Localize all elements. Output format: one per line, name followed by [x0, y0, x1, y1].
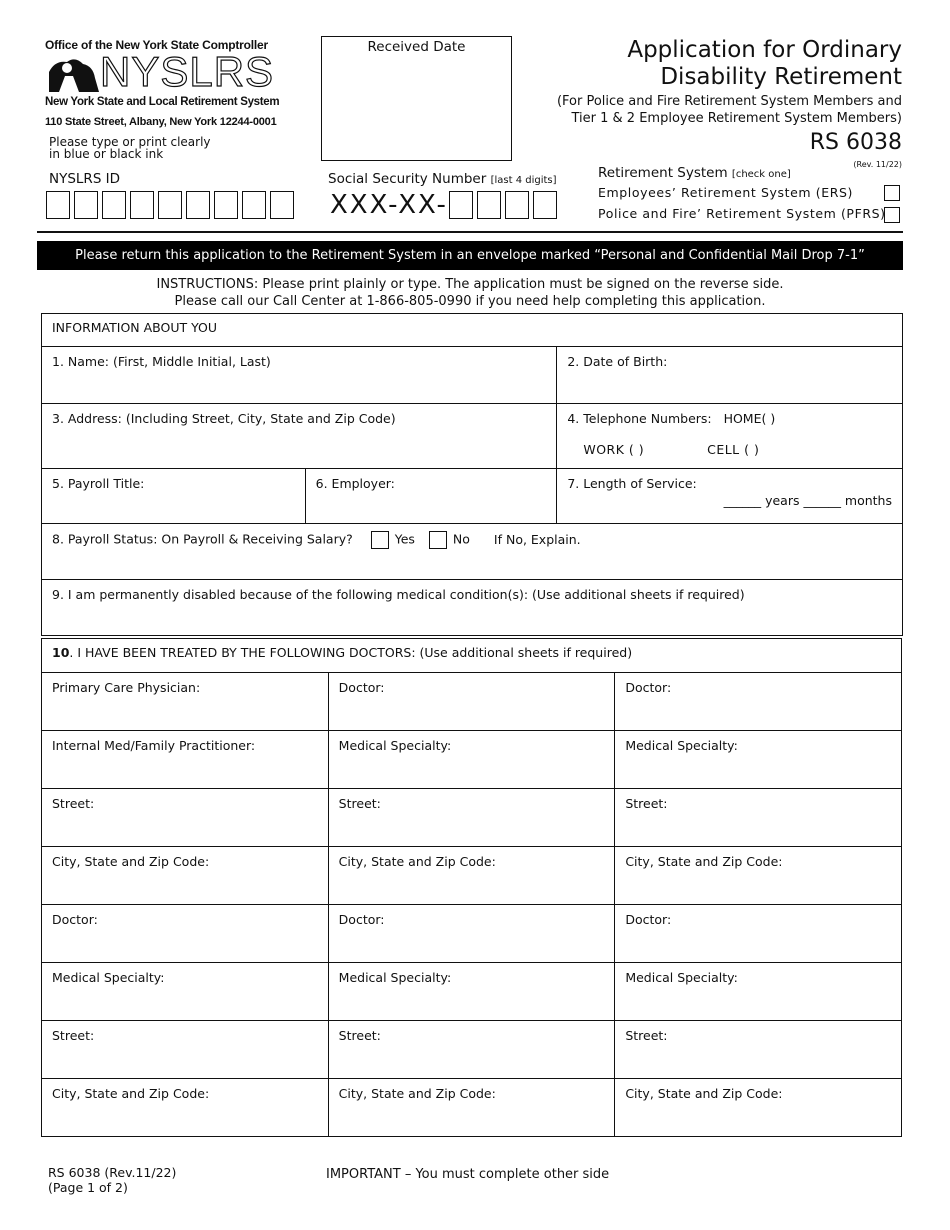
nyslrs-id-label: NYSLRS ID — [49, 171, 121, 187]
name-field[interactable] — [42, 347, 557, 404]
payroll-status-field: 8. Payroll Status: On Payroll & Receiving Salary? Yes No If No, Explain. — [42, 524, 903, 580]
doctor-cell[interactable]: Street: — [42, 1021, 329, 1079]
phone-field[interactable] — [557, 404, 903, 469]
doctor-cell[interactable]: City, State and Zip Code: — [328, 1079, 615, 1137]
doctor-cell[interactable]: Medical Specialty: — [615, 731, 902, 789]
doctor-cell[interactable]: Medical Specialty: — [42, 963, 329, 1021]
instructions-line-2: Please call our Call Center at 1-866-805-0990 if you need help completing this application. — [174, 294, 766, 309]
divider — [37, 231, 903, 233]
doctors-table — [41, 638, 902, 1137]
service-label: 7. Length of Service: — [567, 476, 697, 491]
ers-option-label: Employees’ Retirement System (ERS) — [598, 185, 854, 200]
doctor-cell[interactable]: Doctor: — [615, 673, 902, 731]
doctor-cell[interactable]: Street: — [328, 1021, 615, 1079]
medical-condition-field[interactable] — [42, 580, 903, 636]
doctor-cell[interactable]: Doctor: — [615, 905, 902, 963]
doctor-cell[interactable]: Street: — [615, 1021, 902, 1079]
logo-brand: NYSLRS — [100, 48, 275, 95]
received-date-box — [321, 36, 512, 161]
home-phone: HOME( ) — [723, 411, 776, 426]
received-date-label: Received Date — [367, 39, 466, 55]
system-address: 110 State Street, Albany, New York 12244-0001 — [45, 116, 277, 128]
instructions-line-1: INSTRUCTIONS: Please print plainly or type. The application must be signed on the reverse side. — [156, 277, 784, 292]
doctor-cell[interactable]: Medical Specialty: — [328, 963, 615, 1021]
work-phone: WORK ( ) — [583, 442, 645, 457]
doctor-cell[interactable]: Street: — [328, 789, 615, 847]
doctor-cell[interactable]: Medical Specialty: — [328, 731, 615, 789]
address-label: 3. Address: (Including Street, City, State and Zip Code) — [52, 411, 396, 426]
return-banner: Please return this application to the Retirement System in an envelope marked “Personal and Confidential Mail Drop 7-1” — [37, 241, 903, 270]
info-table — [41, 313, 903, 636]
footer-form-number: RS 6038 (Rev.11/22) (Page 1 of 2) — [48, 1165, 177, 1195]
address-field[interactable] — [42, 404, 557, 469]
doctor-cell[interactable]: Primary Care Physician: — [42, 673, 329, 731]
no-checkbox[interactable] — [429, 531, 447, 549]
service-fill: ______ years ______ months — [723, 493, 892, 508]
employer-field[interactable]: 6. Employer: — [305, 469, 557, 524]
doctor-cell[interactable]: Doctor: — [328, 905, 615, 963]
doctor-cell[interactable]: Doctor: — [42, 905, 329, 963]
phone-label: 4. Telephone Numbers: — [567, 411, 712, 426]
explain-label: If No, Explain. — [493, 531, 581, 547]
cell-phone: CELL ( ) — [707, 442, 760, 457]
doctor-cell[interactable]: City, State and Zip Code: — [615, 847, 902, 905]
name-label: 1. Name: (First, Middle Initial, Last) — [52, 354, 271, 369]
doctor-cell[interactable]: City, State and Zip Code: — [328, 847, 615, 905]
doctor-cell[interactable]: City, State and Zip Code: — [615, 1079, 902, 1137]
ssn-last4-input[interactable] — [449, 191, 557, 219]
nyslrs-logo-icon — [45, 56, 101, 96]
dob-label: 2. Date of Birth: — [567, 354, 668, 369]
info-section-heading: INFORMATION ABOUT YOU — [42, 314, 903, 347]
retirement-system-label: Retirement System [check one] — [598, 165, 791, 181]
revision: (Rev. 11/22) — [853, 160, 902, 169]
doctor-cell[interactable]: Street: — [42, 789, 329, 847]
pfrs-checkbox[interactable] — [884, 207, 900, 223]
doctor-cell[interactable]: City, State and Zip Code: — [42, 1079, 329, 1137]
footer-important: IMPORTANT – You must complete other side — [326, 1167, 610, 1182]
form-subtitle: (For Police and Fire Retirement System Members and Tier 1 & 2 Employee Retirement System Members) — [556, 94, 902, 126]
doctor-cell[interactable]: Doctor: — [328, 673, 615, 731]
print-note: Please type or print clearly in blue or black ink — [49, 135, 211, 161]
doctor-cell[interactable]: Medical Specialty: — [615, 963, 902, 1021]
doctor-cell[interactable]: Internal Med/Family Practitioner: — [42, 731, 329, 789]
doctor-cell[interactable]: City, State and Zip Code: — [42, 847, 329, 905]
yes-checkbox[interactable] — [371, 531, 389, 549]
service-field[interactable] — [557, 469, 903, 524]
nyslrs-id-input[interactable] — [46, 191, 294, 219]
ers-checkbox[interactable] — [884, 185, 900, 201]
form-title: Application for Ordinary Disability Retirement — [627, 37, 902, 90]
payroll-title-field[interactable]: 5. Payroll Title: — [42, 469, 306, 524]
doctors-heading: 10. I HAVE BEEN TREATED BY THE FOLLOWING DOCTORS: (Use additional sheets if required) — [42, 639, 902, 673]
ssn-prefix: XXX-XX- — [330, 190, 448, 220]
pfrs-option-label: Police and Fire’ Retirement System (PFRS) — [598, 206, 886, 221]
payroll-status-label: 8. Payroll Status: On Payroll & Receiving Salary? — [52, 531, 353, 547]
medical-condition-label: 9. I am permanently disabled because of the following medical condition(s): (Use additional sheets if required) — [52, 587, 745, 602]
ssn-label: Social Security Number [last 4 digits] — [328, 171, 557, 187]
form-number: RS 6038 — [809, 130, 902, 155]
doctor-cell[interactable]: Street: — [615, 789, 902, 847]
system-name: New York State and Local Retirement System — [45, 96, 280, 108]
dob-field[interactable] — [557, 347, 903, 404]
office-name: Office of the New York State Comptroller — [45, 38, 268, 52]
